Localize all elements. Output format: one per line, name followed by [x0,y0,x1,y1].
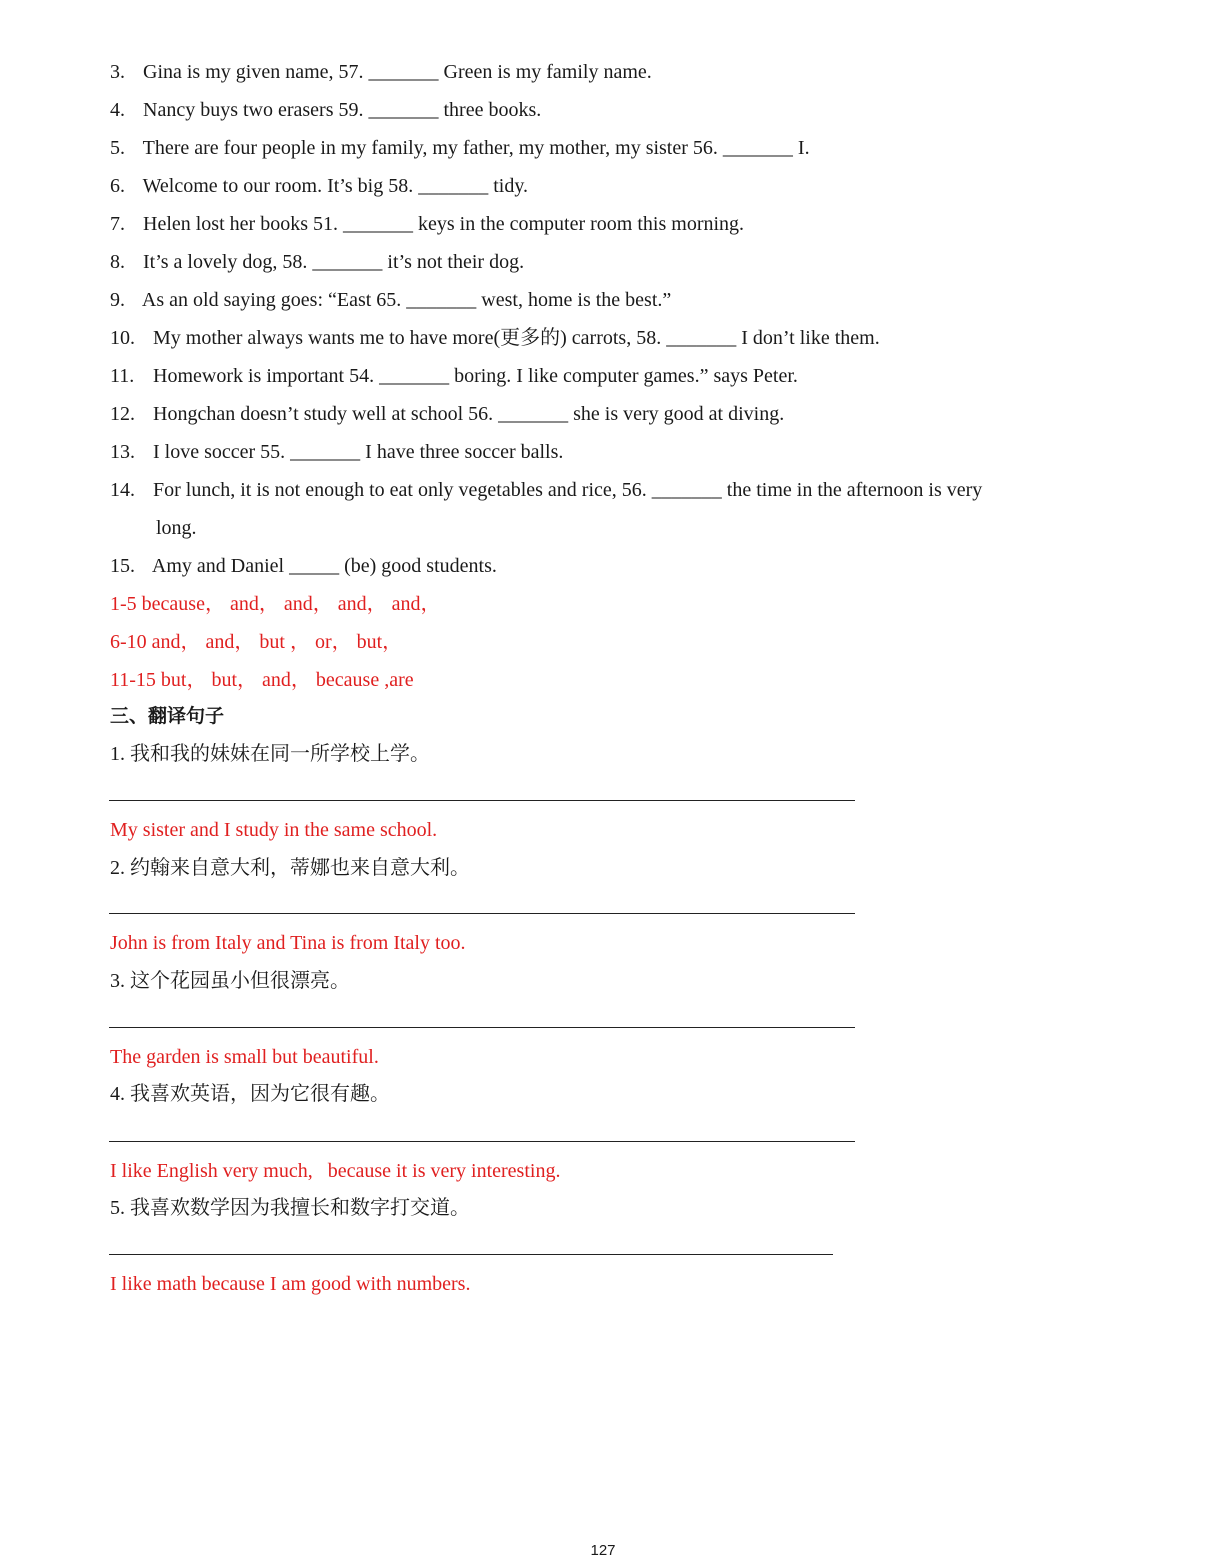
translation-prompt-1: 1. 我和我的妹妹在同一所学校上学。 [110,743,430,765]
translation-answer-1: My sister and I study in the same school. [110,819,438,841]
question-number: 4. [110,99,125,121]
question-text: I love soccer 55. _______ I have three soccer balls. [153,441,564,463]
question-number: 8. [110,251,125,273]
question-3 [110,60,652,84]
question-14-continued [156,516,197,540]
question-7 [110,212,744,236]
question-14 [110,478,982,502]
page-number: 127 [590,1542,616,1559]
question-number: 13. [110,441,135,463]
question-text: As an old saying goes: “East 65. _______ west, home is the best.” [141,289,672,311]
question-number: 11. [110,365,135,387]
question-11 [110,364,798,388]
translation-answer-4: I like English very much, because it is very interesting. [110,1160,561,1182]
translation-prompt-3: 3. 这个花园虽小但很漂亮。 [110,970,350,992]
answer-line [109,1027,855,1028]
question-number: 7. [110,213,125,235]
question-text: It’s a lovely dog, 58. _______ it’s not their dog. [143,251,525,273]
question-number: 3. [110,61,125,83]
question-number: 14. [110,479,135,501]
question-number: 15. [110,555,135,577]
question-number: 10. [110,327,135,349]
question-text: My mother always wants me to have more(更多的) carrots, 58. _______ I don’t like them. [153,327,880,349]
question-8 [110,250,524,274]
answer-key-11-15: 11-15 but， but， and， because ,are [110,669,414,691]
question-10 [110,326,880,350]
translation-prompt-4: 4. 我喜欢英语，因为它很有趣。 [110,1083,390,1105]
answer-line [109,1141,855,1142]
question-number: 12. [110,403,135,425]
translation-answer-2: John is from Italy and Tina is from Italy too. [110,932,466,954]
translation-prompt-5: 5. 我喜欢数学因为我擅长和数字打交道。 [110,1197,470,1219]
translation-prompt-2: 2. 约翰来自意大利，蒂娜也来自意大利。 [110,857,470,879]
question-text: Helen lost her books 51. _______ keys in the computer room this morning. [143,213,745,235]
answer-line [109,800,855,801]
question-text: long. [156,517,197,539]
translation-answer-3: The garden is small but beautiful. [110,1046,379,1068]
question-5 [110,136,810,160]
question-text: Hongchan doesn’t study well at school 56. _______ she is very good at diving. [153,403,785,425]
question-13 [110,440,563,464]
question-text: Amy and Daniel _____ (be) good students. [151,555,497,577]
question-number: 5. [110,137,125,159]
question-text: Nancy buys two erasers 59. _______ three books. [143,99,542,121]
question-text: Welcome to our room. It’s big 58. _______ tidy. [142,175,529,197]
answer-key-6-10: 6-10 and， and， but ， or， but， [110,631,403,653]
question-15 [110,554,497,578]
translation-answer-5: I like math because I am good with numbers. [110,1273,471,1295]
question-number: 9. [110,289,125,311]
answer-key-1-5: 1-5 because， and， and， and， and， [110,593,441,615]
question-text: Homework is important 54. _______ boring. I like computer games.” says Peter. [153,365,798,387]
question-text: Gina is my given name, 57. _______ Green is my family name. [143,61,652,83]
question-text: For lunch, it is not enough to eat only vegetables and rice, 56. _______ the time in the afternoon is very [153,479,983,501]
answer-line [109,1254,833,1255]
question-4 [110,98,541,122]
question-9 [110,288,671,312]
question-text: There are four people in my family, my father, my mother, my sister 56. _______ I. [142,137,810,159]
answer-line [109,913,855,914]
question-6 [110,174,528,198]
question-number: 6. [110,175,125,197]
section-heading: 三、翻译句子 [110,705,225,727]
question-12 [110,402,784,426]
